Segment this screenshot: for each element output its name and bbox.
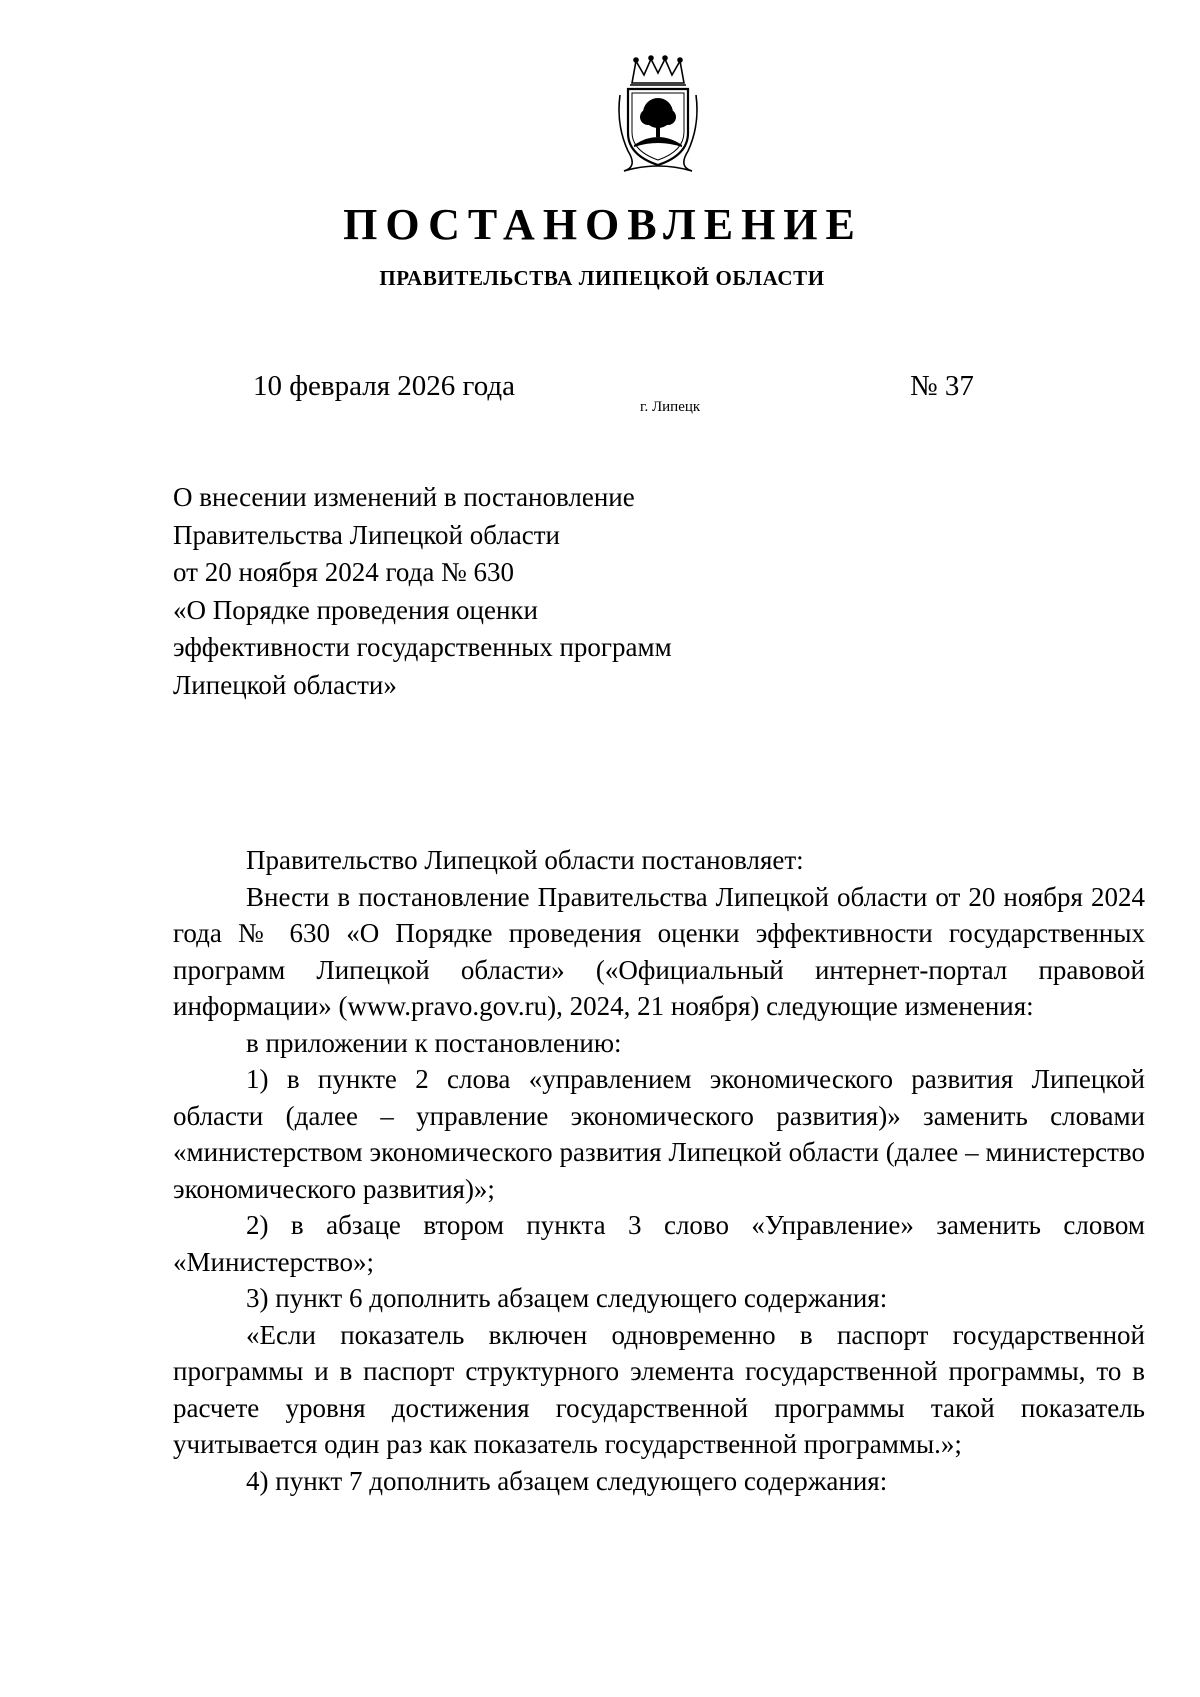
heading-line: эффективности государственных программ bbox=[173, 632, 672, 662]
heading-line: Правительства Липецкой области bbox=[173, 519, 561, 550]
body-paragraph: в приложении к постановлению: bbox=[246, 1027, 622, 1058]
document-city: г. Липецк bbox=[640, 399, 701, 415]
heading-line: О внесении изменений в постановление bbox=[173, 482, 635, 512]
heading-line: от 20 ноября 2024 года № 630 bbox=[173, 557, 515, 587]
body-paragraph: Внести в постановление Правительства Липецкой области от 20 ноября 2024 года № 630 «О Порядке проведения оценки эффективности государственных программ Липецкой области» («Официальный интернет-портал правовой информации» (www.pravo.gov.ru), 2024, 21 ноября) следующие изменения: bbox=[173, 881, 1145, 1021]
body-paragraph: 4) пункт 7 дополнить абзацем следующего содержания: bbox=[246, 1465, 888, 1496]
body-paragraph: 2) в абзаце втором пункта 3 слово «Управление» заменить словом «Министерство»; bbox=[173, 1210, 1145, 1277]
coat-of-arms-icon bbox=[614, 55, 702, 175]
document-body bbox=[173, 842, 1145, 1499]
document-subtitle: ПРАВИТЕЛЬСТВА ЛИПЕЦКОЙ ОБЛАСТИ bbox=[379, 266, 825, 290]
body-paragraph: «Если показатель включен одновременно в паспорт государственной программы и в паспорт структурного элемента государственной программы, то в расчете уровня достижения государственной программы такой показатель учитывается один раз как показатель государственной программы.»; bbox=[173, 1319, 1145, 1459]
heading-line: «О Порядке проведения оценки bbox=[173, 594, 538, 625]
body-paragraph: 3) пункт 6 дополнить абзацем следующего содержания: bbox=[246, 1283, 888, 1313]
heading-line: Липецкой области» bbox=[173, 669, 397, 700]
document-heading bbox=[173, 479, 733, 704]
document-number: № 37 bbox=[910, 370, 974, 402]
document-title: ПОСТАНОВЛЕНИЕ bbox=[343, 200, 863, 249]
body-paragraph: 1) в пункте 2 слова «управлением экономического развития Липецкой области (далее – управление экономического развития)» заменить словами «министерством экономического развития Липецкой области (далее – министерство экономического развития)»; bbox=[173, 1064, 1145, 1204]
document-date: 10 февраля 2026 года bbox=[253, 370, 516, 402]
body-paragraph: Правительство Липецкой области постановляет: bbox=[246, 845, 804, 875]
